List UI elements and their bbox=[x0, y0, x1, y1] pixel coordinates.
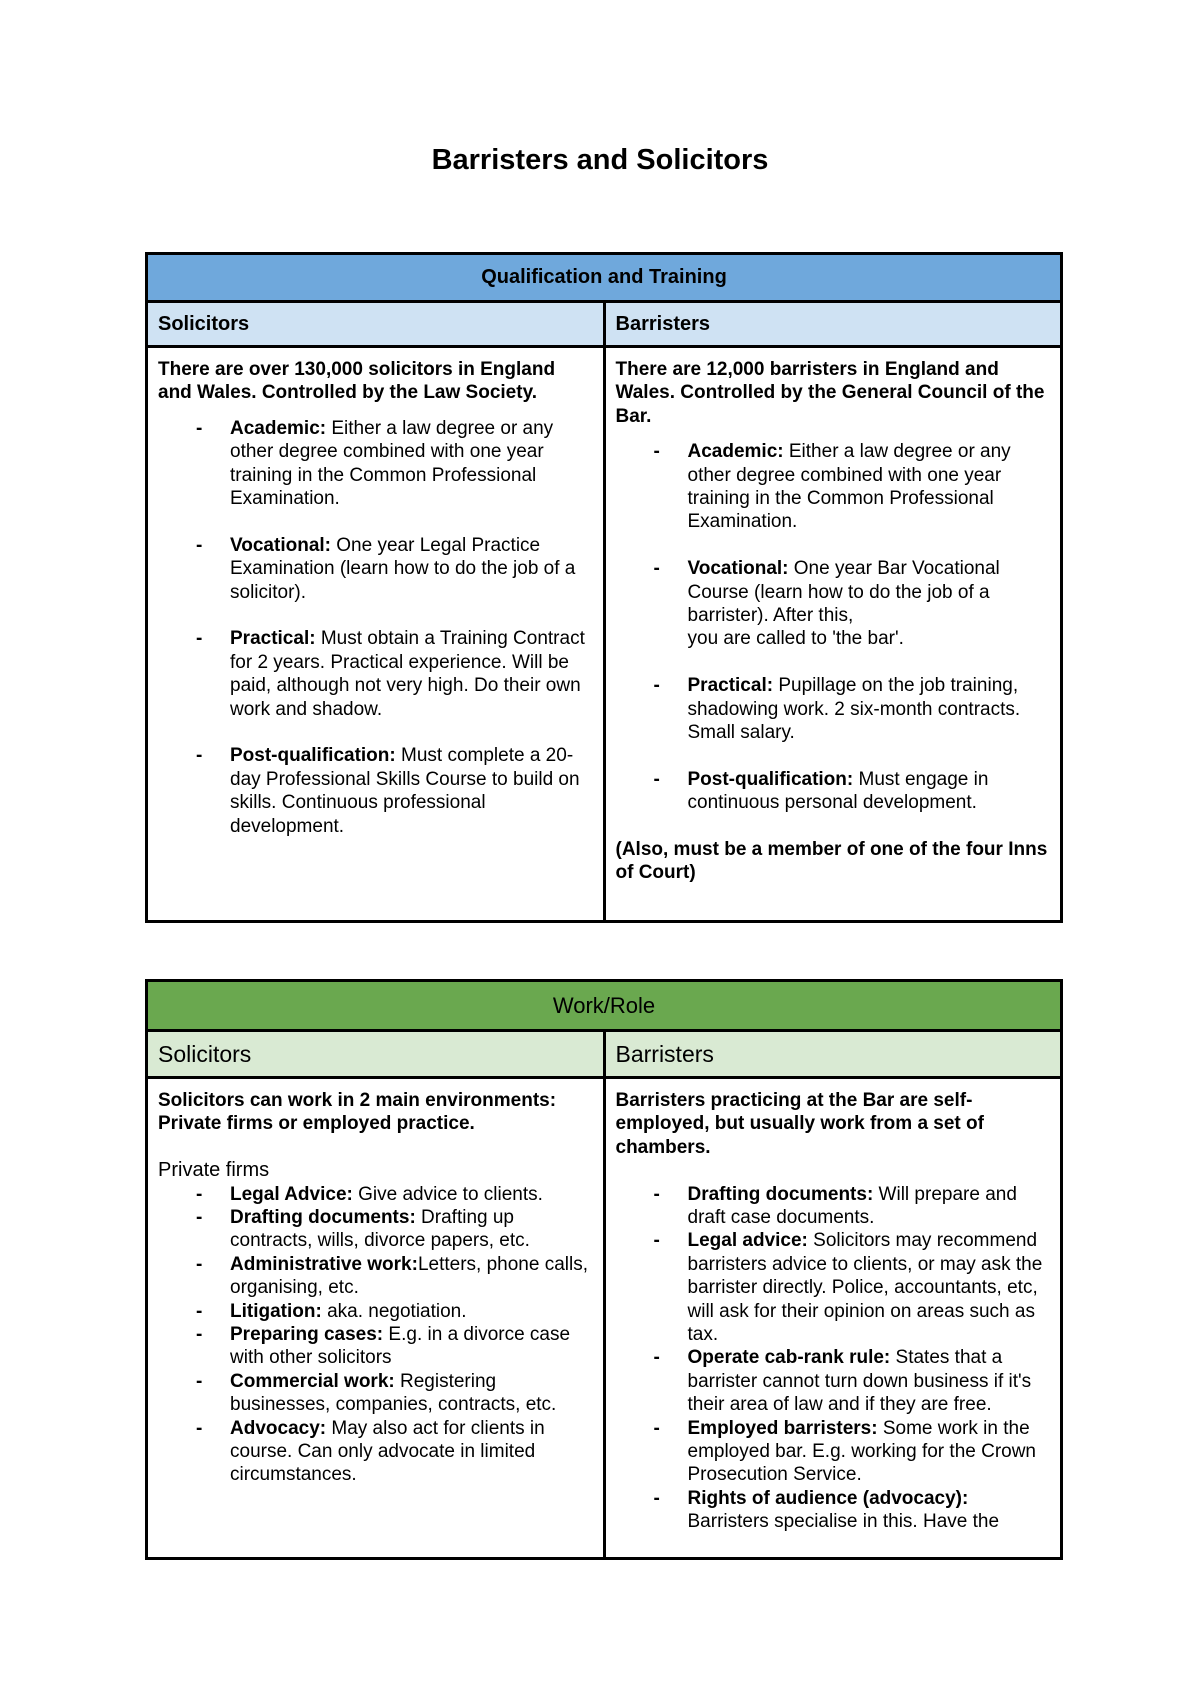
list-item bbox=[158, 417, 593, 511]
list-item bbox=[616, 440, 1051, 534]
work-solicitors-section: Private firms bbox=[158, 1159, 270, 1182]
list-item bbox=[158, 1417, 593, 1487]
item-label: Drafting documents: bbox=[687, 1183, 874, 1205]
list-item bbox=[616, 1229, 1051, 1346]
list-item bbox=[158, 1253, 593, 1300]
item-label: Post-qualification: bbox=[687, 768, 854, 790]
work-solicitors-cell bbox=[147, 1078, 605, 1559]
work-solicitors-list bbox=[158, 1183, 593, 1487]
list-item bbox=[616, 557, 1051, 651]
item-text-continued: you are called to 'the bar'. bbox=[687, 628, 904, 650]
item-text: Letters, phone calls, organising, etc. bbox=[230, 1253, 588, 1299]
item-label: Administrative work: bbox=[230, 1253, 418, 1275]
item-text: One year Legal Practice Examination (learn how to do the job of a solicitor). bbox=[230, 534, 576, 603]
list-item bbox=[616, 1346, 1051, 1416]
list-item bbox=[616, 1183, 1051, 1230]
qualification-barristers-cell bbox=[604, 347, 1062, 922]
item-text: Solicitors may recommend barristers advice to clients, or may ask the barrister directly. Police, accountants, etc, will ask for their opinion on areas such as tax. bbox=[687, 1230, 1043, 1346]
list-item bbox=[158, 744, 593, 838]
item-text: Either a law degree or any other degree combined with one year training in the Common Professional Examination. bbox=[230, 417, 554, 510]
item-text: Must engage in continuous personal development. bbox=[687, 768, 989, 814]
item-text: Pupillage on the job training, shadowing work. 2 six-month contracts. Small salary. bbox=[687, 675, 1021, 744]
item-label: Drafting documents: bbox=[230, 1207, 416, 1229]
item-text: May also act for clients in course. Can only advocate in limited circumstances. bbox=[230, 1417, 545, 1486]
list-item bbox=[616, 1487, 1051, 1534]
item-label: Preparing cases: bbox=[230, 1324, 384, 1346]
item-text: Must obtain a Training Contract for 2 years. Practical experience. Will be paid, although not very high. Do their own work and shadow. bbox=[230, 628, 585, 720]
item-text: Registering businesses, companies, contracts, etc. bbox=[230, 1370, 557, 1416]
qualification-barristers-note: (Also, must be a member of one of the four Inns of Court) bbox=[615, 839, 1048, 884]
work-col-barristers: Barristers bbox=[604, 1031, 1062, 1078]
list-item bbox=[158, 1206, 593, 1253]
work-table bbox=[145, 979, 1063, 1560]
list-item bbox=[616, 768, 1051, 815]
qualification-header: Qualification and Training bbox=[147, 254, 1062, 302]
item-text: Some work in the employed bar. E.g. working for the Crown Prosecution Service. bbox=[687, 1417, 1037, 1486]
item-label: Litigation: bbox=[230, 1300, 322, 1322]
qualification-solicitors-list bbox=[158, 417, 593, 838]
work-barristers-intro: Barristers practicing at the Bar are self-employed, but usually work from a set of chambers. bbox=[615, 1090, 984, 1158]
list-item bbox=[158, 1323, 593, 1370]
list-item bbox=[158, 534, 593, 604]
list-item bbox=[158, 1300, 593, 1323]
item-text: Give advice to clients. bbox=[352, 1183, 543, 1205]
item-text: aka. negotiation. bbox=[321, 1300, 467, 1322]
item-text: Drafting up contracts, wills, divorce papers, etc. bbox=[230, 1207, 530, 1252]
work-solicitors-intro: Solicitors can work in 2 main environments: Private firms or employed practice. bbox=[158, 1090, 557, 1135]
list-item bbox=[616, 674, 1051, 744]
qualification-barristers-intro: There are 12,000 barristers in England and Wales. Controlled by the General Council of the Bar. bbox=[615, 359, 1045, 427]
qualification-col-solicitors: Solicitors bbox=[147, 302, 605, 347]
item-label: Legal advice: bbox=[687, 1230, 808, 1252]
item-text: States that a barrister cannot turn down business if it's their area of law and if they are free. bbox=[687, 1347, 1032, 1416]
item-label: Academic: bbox=[230, 417, 327, 439]
item-text: One year Bar Vocational Course (learn how to do the job of a barrister). After this, bbox=[687, 558, 1000, 627]
list-item bbox=[158, 1183, 593, 1206]
work-col-solicitors: Solicitors bbox=[147, 1031, 605, 1078]
work-header: Work/Role bbox=[147, 981, 1062, 1031]
item-label: Commercial work: bbox=[230, 1370, 395, 1392]
item-label: Post-qualification: bbox=[230, 745, 396, 767]
item-label: Vocational: bbox=[230, 534, 331, 556]
item-text: Either a law degree or any other degree combined with one year training in the Common Professional Examination. bbox=[687, 441, 1011, 533]
item-text: Barristers specialise in this. Have the bbox=[687, 1511, 1000, 1533]
item-text: E.g. in a divorce case with other solicitors bbox=[230, 1324, 571, 1369]
item-label: Legal Advice: bbox=[230, 1183, 353, 1205]
item-text: Must complete a 20-day Professional Skills Course to build on skills. Continuous professional development. bbox=[230, 745, 580, 837]
work-barristers-list bbox=[616, 1183, 1051, 1534]
item-text: Will prepare and draft case documents. bbox=[687, 1183, 1017, 1229]
item-label: Rights of audience (advocacy): bbox=[687, 1487, 969, 1509]
list-item bbox=[158, 627, 593, 721]
list-item bbox=[158, 1370, 593, 1417]
qualification-col-barristers: Barristers bbox=[604, 302, 1062, 347]
qualification-solicitors-intro: There are over 130,000 solicitors in England and Wales. Controlled by the Law Society. bbox=[158, 359, 556, 404]
item-label: Operate cab-rank rule: bbox=[687, 1347, 891, 1369]
item-label: Advocacy: bbox=[230, 1417, 327, 1439]
page-title: Barristers and Solicitors bbox=[431, 144, 769, 176]
item-label: Practical: bbox=[687, 675, 774, 697]
item-label: Practical: bbox=[230, 628, 316, 650]
work-barristers-cell bbox=[604, 1078, 1062, 1559]
qualification-table bbox=[145, 252, 1063, 923]
item-label: Vocational: bbox=[687, 558, 789, 580]
qualification-solicitors-cell bbox=[147, 347, 605, 922]
item-label: Employed barristers: bbox=[687, 1417, 878, 1439]
qualification-barristers-list bbox=[616, 440, 1051, 814]
item-label: Academic: bbox=[687, 441, 784, 463]
list-item bbox=[616, 1417, 1051, 1487]
